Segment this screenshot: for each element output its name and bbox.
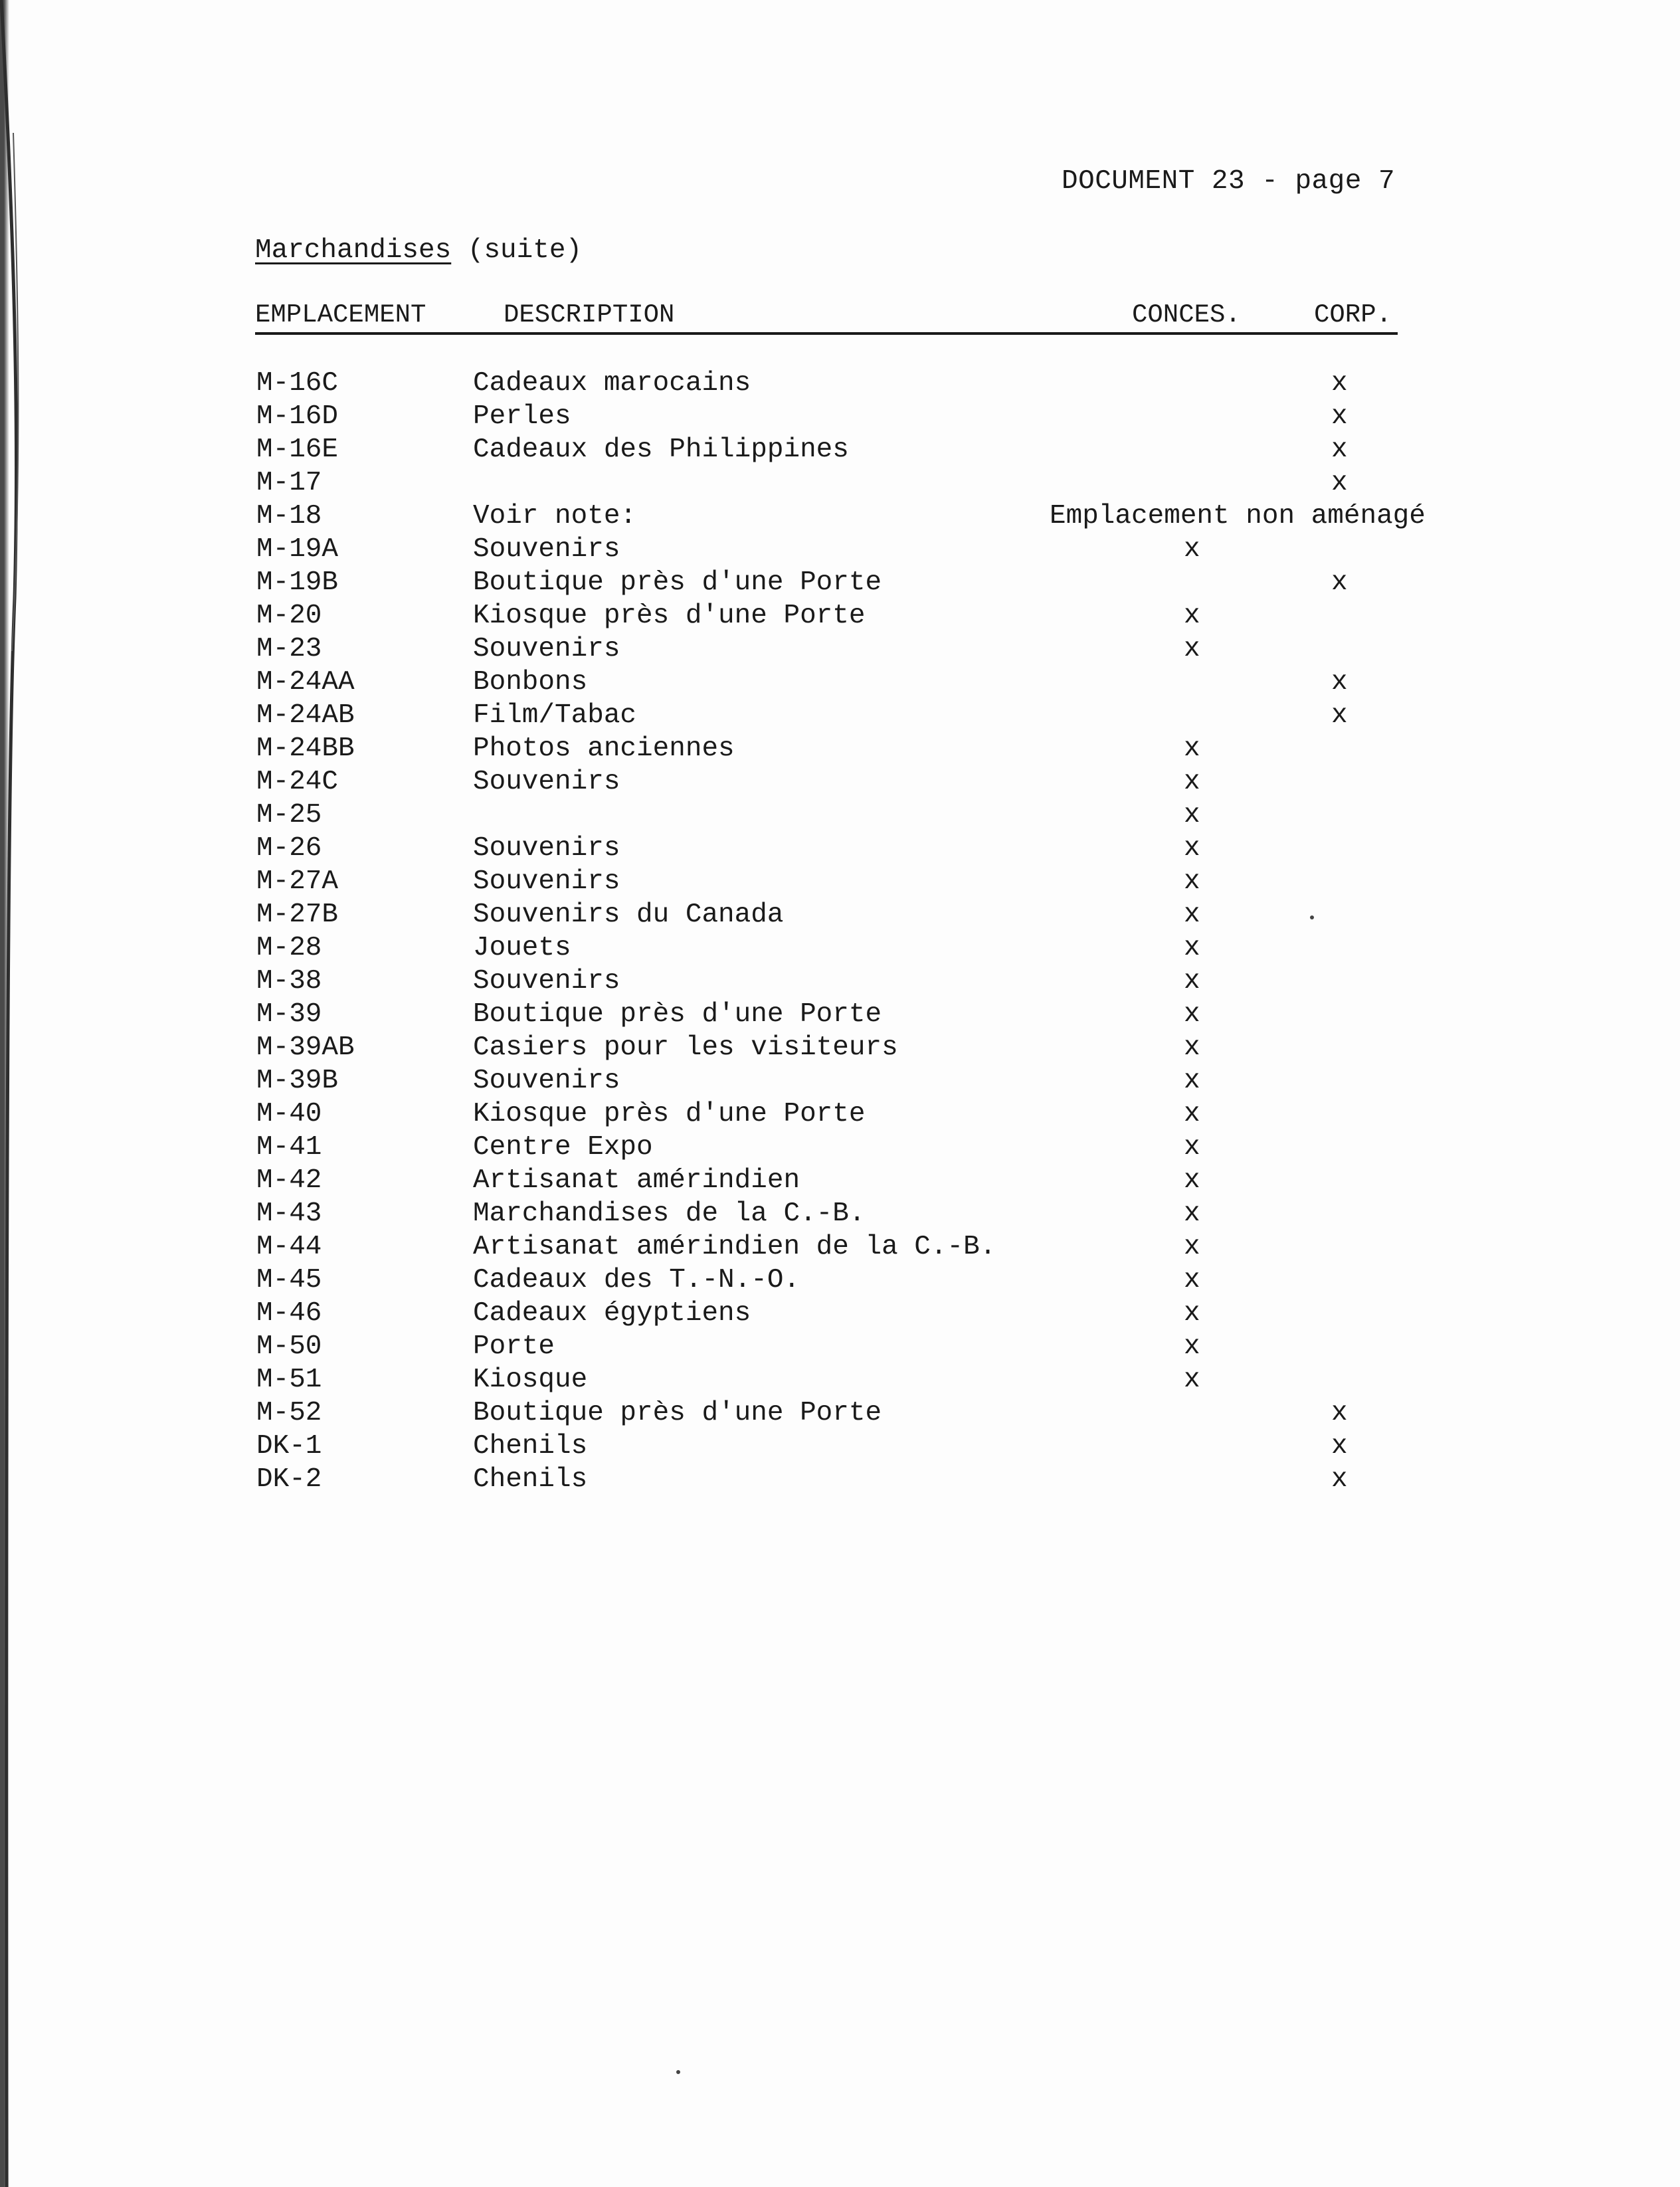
table-row: [0, 832, 1680, 865]
table-row: [0, 998, 1680, 1031]
corp-mark: x: [1331, 468, 1348, 498]
conces-mark: x: [1184, 1066, 1200, 1096]
description-cell: Artisanat amérindien de la C.-B.: [473, 1232, 996, 1262]
table-row: [0, 1463, 1680, 1496]
conces-mark: x: [1184, 999, 1200, 1030]
description-cell: Boutique près d'une Porte: [473, 1398, 882, 1428]
table-row: [0, 1064, 1680, 1097]
table-row: [0, 1363, 1680, 1396]
conces-mark: x: [1184, 833, 1200, 864]
section-title-main: Marchandises: [255, 235, 452, 266]
table-row: [0, 599, 1680, 632]
corp-mark: x: [1331, 1398, 1348, 1428]
description-cell: Voir note:: [473, 501, 637, 531]
description-cell: Casiers pour les visiteurs: [473, 1032, 898, 1063]
section-title: [255, 235, 582, 266]
table-row: [0, 799, 1680, 832]
emplacement-cell: M-39: [256, 999, 322, 1030]
table-row: [0, 965, 1680, 998]
table-row: [0, 666, 1680, 699]
corp-mark: x: [1331, 700, 1348, 731]
emplacement-cell: DK-1: [256, 1431, 322, 1462]
emplacement-cell: M-16D: [256, 401, 339, 432]
header-description: DESCRIPTION: [504, 300, 675, 330]
section-title-suffix: (suite): [451, 235, 583, 266]
conces-mark: x: [1184, 1298, 1200, 1329]
description-cell: Souvenirs: [473, 1066, 620, 1096]
table-row: [0, 632, 1680, 666]
emplacement-cell: M-25: [256, 800, 322, 830]
conces-mark: x: [1184, 1032, 1200, 1063]
conces-mark: x: [1184, 767, 1200, 797]
description-cell: Souvenirs: [473, 767, 620, 797]
conces-mark: x: [1184, 966, 1200, 997]
description-cell: Film/Tabac: [473, 700, 637, 731]
corp-mark: x: [1331, 434, 1348, 465]
emplacement-cell: M-27B: [256, 900, 339, 930]
description-cell: Porte: [473, 1331, 555, 1362]
description-cell: Bonbons: [473, 667, 588, 698]
corp-mark: x: [1331, 1464, 1348, 1495]
emplacement-cell: M-43: [256, 1198, 322, 1229]
emplacement-cell: M-24BB: [256, 733, 355, 764]
emplacement-cell: M-51: [256, 1365, 322, 1395]
description-cell: Souvenirs: [473, 966, 620, 997]
table-row: [0, 898, 1680, 931]
table-row: [0, 1197, 1680, 1230]
table-row: [0, 931, 1680, 965]
corp-mark: x: [1331, 567, 1348, 598]
conces-mark: x: [1184, 1331, 1200, 1362]
table-row: [0, 1297, 1680, 1330]
emplacement-cell: M-46: [256, 1298, 322, 1329]
emplacement-cell: M-19A: [256, 534, 339, 565]
table-row: [0, 865, 1680, 898]
conces-mark: x: [1184, 933, 1200, 963]
description-cell: Marchandises de la C.-B.: [473, 1198, 866, 1229]
conces-mark: x: [1184, 1265, 1200, 1295]
emplacement-cell: M-20: [256, 601, 322, 631]
emplacement-cell: DK-2: [256, 1464, 322, 1495]
conces-mark: x: [1184, 1099, 1200, 1129]
scan-speck: [1310, 915, 1314, 919]
table-row: [0, 400, 1680, 433]
emplacement-cell: M-16C: [256, 368, 339, 399]
corp-mark: x: [1331, 401, 1348, 432]
conces-mark: x: [1184, 1132, 1200, 1163]
emplacement-cell: M-24C: [256, 767, 339, 797]
header-corp: CORP.: [1314, 300, 1392, 330]
description-cell: Cadeaux des Philippines: [473, 434, 849, 465]
note-cell: Emplacement non aménagé: [1050, 501, 1426, 531]
emplacement-cell: M-19B: [256, 567, 339, 598]
conces-mark: x: [1184, 1165, 1200, 1196]
description-cell: Chenils: [473, 1464, 588, 1495]
table-row: [0, 1264, 1680, 1297]
emplacement-cell: M-40: [256, 1099, 322, 1129]
description-cell: Boutique près d'une Porte: [473, 999, 882, 1030]
emplacement-cell: M-50: [256, 1331, 322, 1362]
emplacement-cell: M-27A: [256, 866, 339, 897]
table-row: [0, 732, 1680, 765]
description-cell: Souvenirs du Canada: [473, 900, 784, 930]
corp-mark: x: [1331, 1431, 1348, 1462]
table-row: [0, 466, 1680, 500]
description-cell: Perles: [473, 401, 571, 432]
table-row: [0, 1164, 1680, 1197]
conces-mark: x: [1184, 900, 1200, 930]
conces-mark: x: [1184, 1232, 1200, 1262]
description-cell: Cadeaux marocains: [473, 368, 751, 399]
emplacement-cell: M-39AB: [256, 1032, 355, 1063]
table-row: [0, 566, 1680, 599]
conces-mark: x: [1184, 534, 1200, 565]
description-cell: Souvenirs: [473, 833, 620, 864]
emplacement-cell: M-42: [256, 1165, 322, 1196]
conces-mark: x: [1184, 866, 1200, 897]
emplacement-cell: M-52: [256, 1398, 322, 1428]
table-row: [0, 433, 1680, 466]
conces-mark: x: [1184, 634, 1200, 664]
corp-mark: x: [1331, 368, 1348, 399]
description-cell: Souvenirs: [473, 534, 620, 565]
corp-mark: x: [1331, 667, 1348, 698]
table-row: [0, 765, 1680, 799]
description-cell: Souvenirs: [473, 634, 620, 664]
header-conces: CONCES.: [1132, 300, 1241, 330]
description-cell: Kiosque près d'une Porte: [473, 1099, 866, 1129]
document-reference: DOCUMENT 23 - page 7: [1062, 166, 1396, 197]
emplacement-cell: M-18: [256, 501, 322, 531]
table-row: [0, 500, 1680, 533]
table-row: [0, 699, 1680, 732]
description-cell: Jouets: [473, 933, 571, 963]
table-row: [0, 367, 1680, 400]
table-row: [0, 1097, 1680, 1131]
description-cell: Photos anciennes: [473, 733, 735, 764]
emplacement-cell: M-45: [256, 1265, 322, 1295]
emplacement-cell: M-41: [256, 1132, 322, 1163]
description-cell: Kiosque près d'une Porte: [473, 601, 866, 631]
emplacement-cell: M-28: [256, 933, 322, 963]
table-row: [0, 1031, 1680, 1064]
table-row: [0, 1396, 1680, 1430]
conces-mark: x: [1184, 1198, 1200, 1229]
header-rule: [255, 332, 1398, 335]
table-row: [0, 1430, 1680, 1463]
emplacement-cell: M-38: [256, 966, 322, 997]
emplacement-cell: M-17: [256, 468, 322, 498]
conces-mark: x: [1184, 800, 1200, 830]
description-cell: Chenils: [473, 1431, 588, 1462]
description-cell: Kiosque: [473, 1365, 588, 1395]
description-cell: Boutique près d'une Porte: [473, 567, 882, 598]
table-row: [0, 1330, 1680, 1363]
table-row: [0, 1230, 1680, 1264]
table-row: [0, 1131, 1680, 1164]
description-cell: Cadeaux égyptiens: [473, 1298, 751, 1329]
emplacement-cell: M-39B: [256, 1066, 339, 1096]
emplacement-cell: M-44: [256, 1232, 322, 1262]
conces-mark: x: [1184, 733, 1200, 764]
table-row: [0, 533, 1680, 566]
conces-mark: x: [1184, 1365, 1200, 1395]
emplacement-cell: M-26: [256, 833, 322, 864]
description-cell: Centre Expo: [473, 1132, 653, 1163]
emplacement-cell: M-24AA: [256, 667, 355, 698]
scan-speck: [676, 2070, 680, 2074]
description-cell: Artisanat amérindien: [473, 1165, 800, 1196]
description-cell: Cadeaux des T.-N.-O.: [473, 1265, 800, 1295]
header-emplacement: EMPLACEMENT: [255, 300, 426, 330]
description-cell: Souvenirs: [473, 866, 620, 897]
emplacement-cell: M-23: [256, 634, 322, 664]
conces-mark: x: [1184, 601, 1200, 631]
emplacement-cell: M-16E: [256, 434, 339, 465]
emplacement-cell: M-24AB: [256, 700, 355, 731]
